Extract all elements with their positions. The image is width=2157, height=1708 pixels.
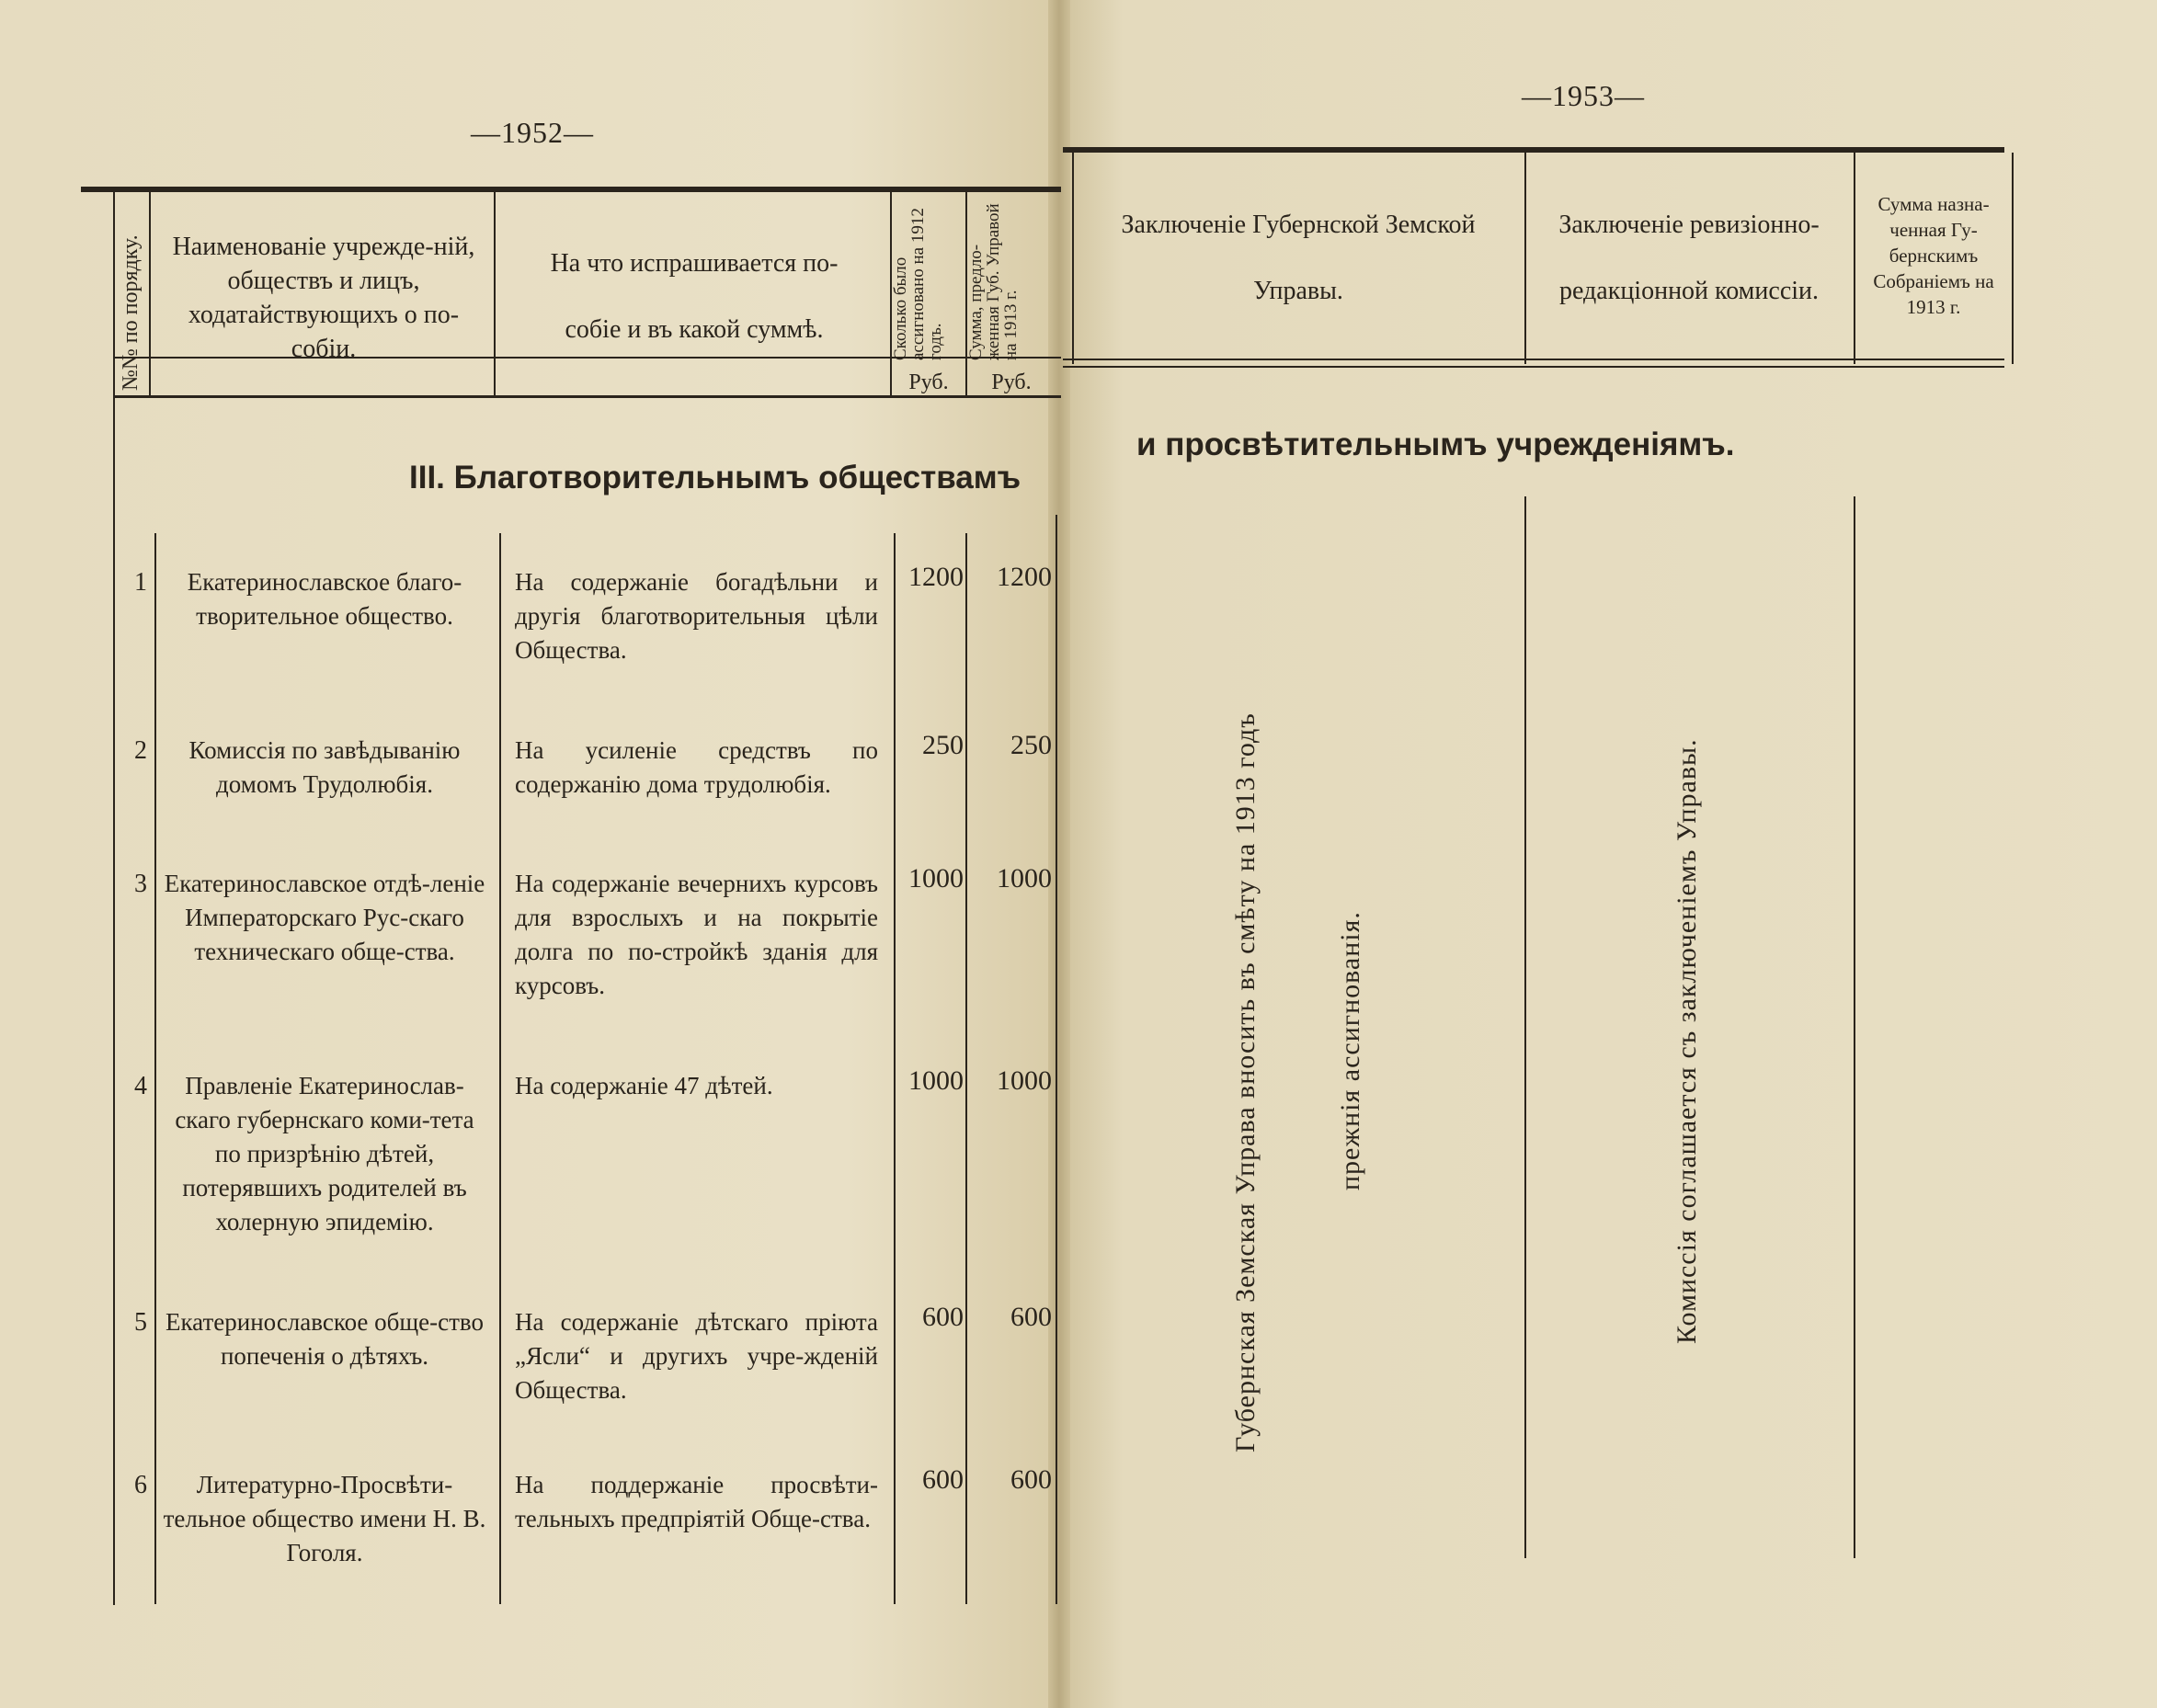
right-col-rule-2 <box>1854 153 1855 364</box>
unit-rub-1913: Руб. <box>991 370 1032 394</box>
left-col-rule-0 <box>113 189 115 1605</box>
header-amount-1912: Сколько было ассигновано на 1912 годъ. <box>891 208 945 360</box>
institution-name: Екатеринославское обще-ство попеченія о дѣтяхъ. <box>165 1308 485 1370</box>
row-number: 2 <box>134 736 147 765</box>
right-col-rule-3 <box>2012 153 2014 364</box>
right-header-bottom-rule <box>1063 359 2004 360</box>
purpose-text: На усиленіе средствъ по содержанію дома трудолюбія. <box>515 736 878 798</box>
purpose-text: На содержаніе вечернихъ курсовъ для взрослыхъ и на покрытіе долга по по-стройкѣ зданія для курсовъ. <box>515 870 878 999</box>
purpose-text: На поддержаніе просвѣти-тельныхъ предпріятій Обще-ства. <box>515 1471 878 1532</box>
row-number: 6 <box>134 1471 147 1499</box>
amount-1912: 250 <box>922 730 964 760</box>
show-through-text <box>156 478 451 513</box>
left-col-rule-1 <box>149 189 151 395</box>
purpose-text: На содержаніе дѣтскаго пріюта „Ясли“ и другихъ учре-жденій Общества. <box>515 1308 878 1404</box>
institution-name: Правленіе Екатеринослав-скаго губернскаго коми-тета по призрѣнію дѣтей, потерявшихъ родителей въ холерную эпидемію. <box>175 1072 474 1235</box>
gub-conclusion-line1: Губернская Земская Управа вносить въ смѣту на 1913 годъ <box>1230 712 1261 1452</box>
book-gutter <box>1048 0 1070 1708</box>
institution-name: Литературно-Просвѣти-тельное общество имени Н. В. Гоголя. <box>163 1471 486 1566</box>
amount-1912: 1000 <box>908 1065 964 1096</box>
right-col-rule-2b <box>1854 496 1855 1558</box>
right-col-rule-1 <box>1524 153 1526 364</box>
unit-rub-1912: Руб. <box>908 370 949 394</box>
amount-1913: 600 <box>1010 1302 1052 1332</box>
header-institution-name: Наименованіе учрежде-ній, обществъ и лицъ, ходатайствующихъ о по-собіи. <box>172 233 475 363</box>
amount-1913: 600 <box>1010 1464 1052 1495</box>
institution-name: Екатеринославское отдѣ-леніе Императорскаго Рус-скаго техническаго обще-ства. <box>164 870 485 965</box>
left-col-rule-5b <box>1056 515 1057 1604</box>
section-title-right: и просвѣтительнымъ учрежденіямъ. <box>1136 427 1735 462</box>
amount-1913: 1000 <box>997 863 1052 894</box>
section-title-left: III. Благотворительнымъ обществамъ <box>409 460 1021 495</box>
amount-1913: 250 <box>1010 730 1052 760</box>
left-col-rule-1b <box>154 533 156 1604</box>
left-col-rule-2b <box>499 533 501 1604</box>
row-number: 3 <box>134 870 147 898</box>
header-assigned-sum: Сумма назна-ченная Гу-бернскимъ Собраніемъ на 1913 г. <box>1873 193 1994 318</box>
amount-1912: 1000 <box>908 863 964 894</box>
left-page-number: —1952— <box>471 116 594 149</box>
right-col-rule-1b <box>1524 496 1526 1558</box>
amount-1912: 600 <box>922 1464 964 1495</box>
purpose-text: На содержаніе 47 дѣтей. <box>515 1072 773 1099</box>
right-header-base-rule <box>1063 366 2004 368</box>
institution-name: Екатеринославское благо-творительное общество. <box>187 568 462 630</box>
amount-1912: 600 <box>922 1302 964 1332</box>
header-gub-line1: Заключеніе Губернской Земской <box>1121 211 1476 239</box>
header-amount-1913: Сумма, предло-женная Губ. Управой на 1913 г. <box>966 203 1021 360</box>
amount-1913: 1200 <box>997 562 1052 592</box>
row-number: 5 <box>134 1308 147 1337</box>
amount-1913: 1000 <box>997 1065 1052 1096</box>
gub-conclusion-line2: прежнія ассигнованія. <box>1335 911 1365 1190</box>
header-order-number: №№ по порядку. <box>119 234 143 391</box>
row-number: 4 <box>134 1072 147 1100</box>
header-purpose-line2: собіе и въ какой суммѣ. <box>565 315 824 344</box>
right-col-rule-0 <box>1072 153 1074 364</box>
right-header-top-rule <box>1063 147 2004 153</box>
left-col-rule-2 <box>494 189 496 395</box>
row-number: 1 <box>134 568 147 597</box>
institution-name: Комиссія по завѣдыванію домомъ Трудолюбія. <box>188 736 461 798</box>
purpose-text: На содержаніе богадѣльни и другія благотворительныя цѣли Общества. <box>515 568 878 664</box>
rev-conclusion: Комиссія соглашается съ заключеніемъ Управы. <box>1672 738 1702 1344</box>
header-rev-line2: редакціонной комиссіи. <box>1558 277 1820 305</box>
header-gub-line2: Управы. <box>1253 277 1343 305</box>
right-page-number: —1953— <box>1522 79 1645 112</box>
header-rev-line1: Заключеніе ревизіонно- <box>1558 211 1820 239</box>
amount-1912: 1200 <box>908 562 964 592</box>
header-purpose-line1: На что испрашивается по- <box>550 249 839 278</box>
left-header-top-rule <box>81 187 1061 192</box>
